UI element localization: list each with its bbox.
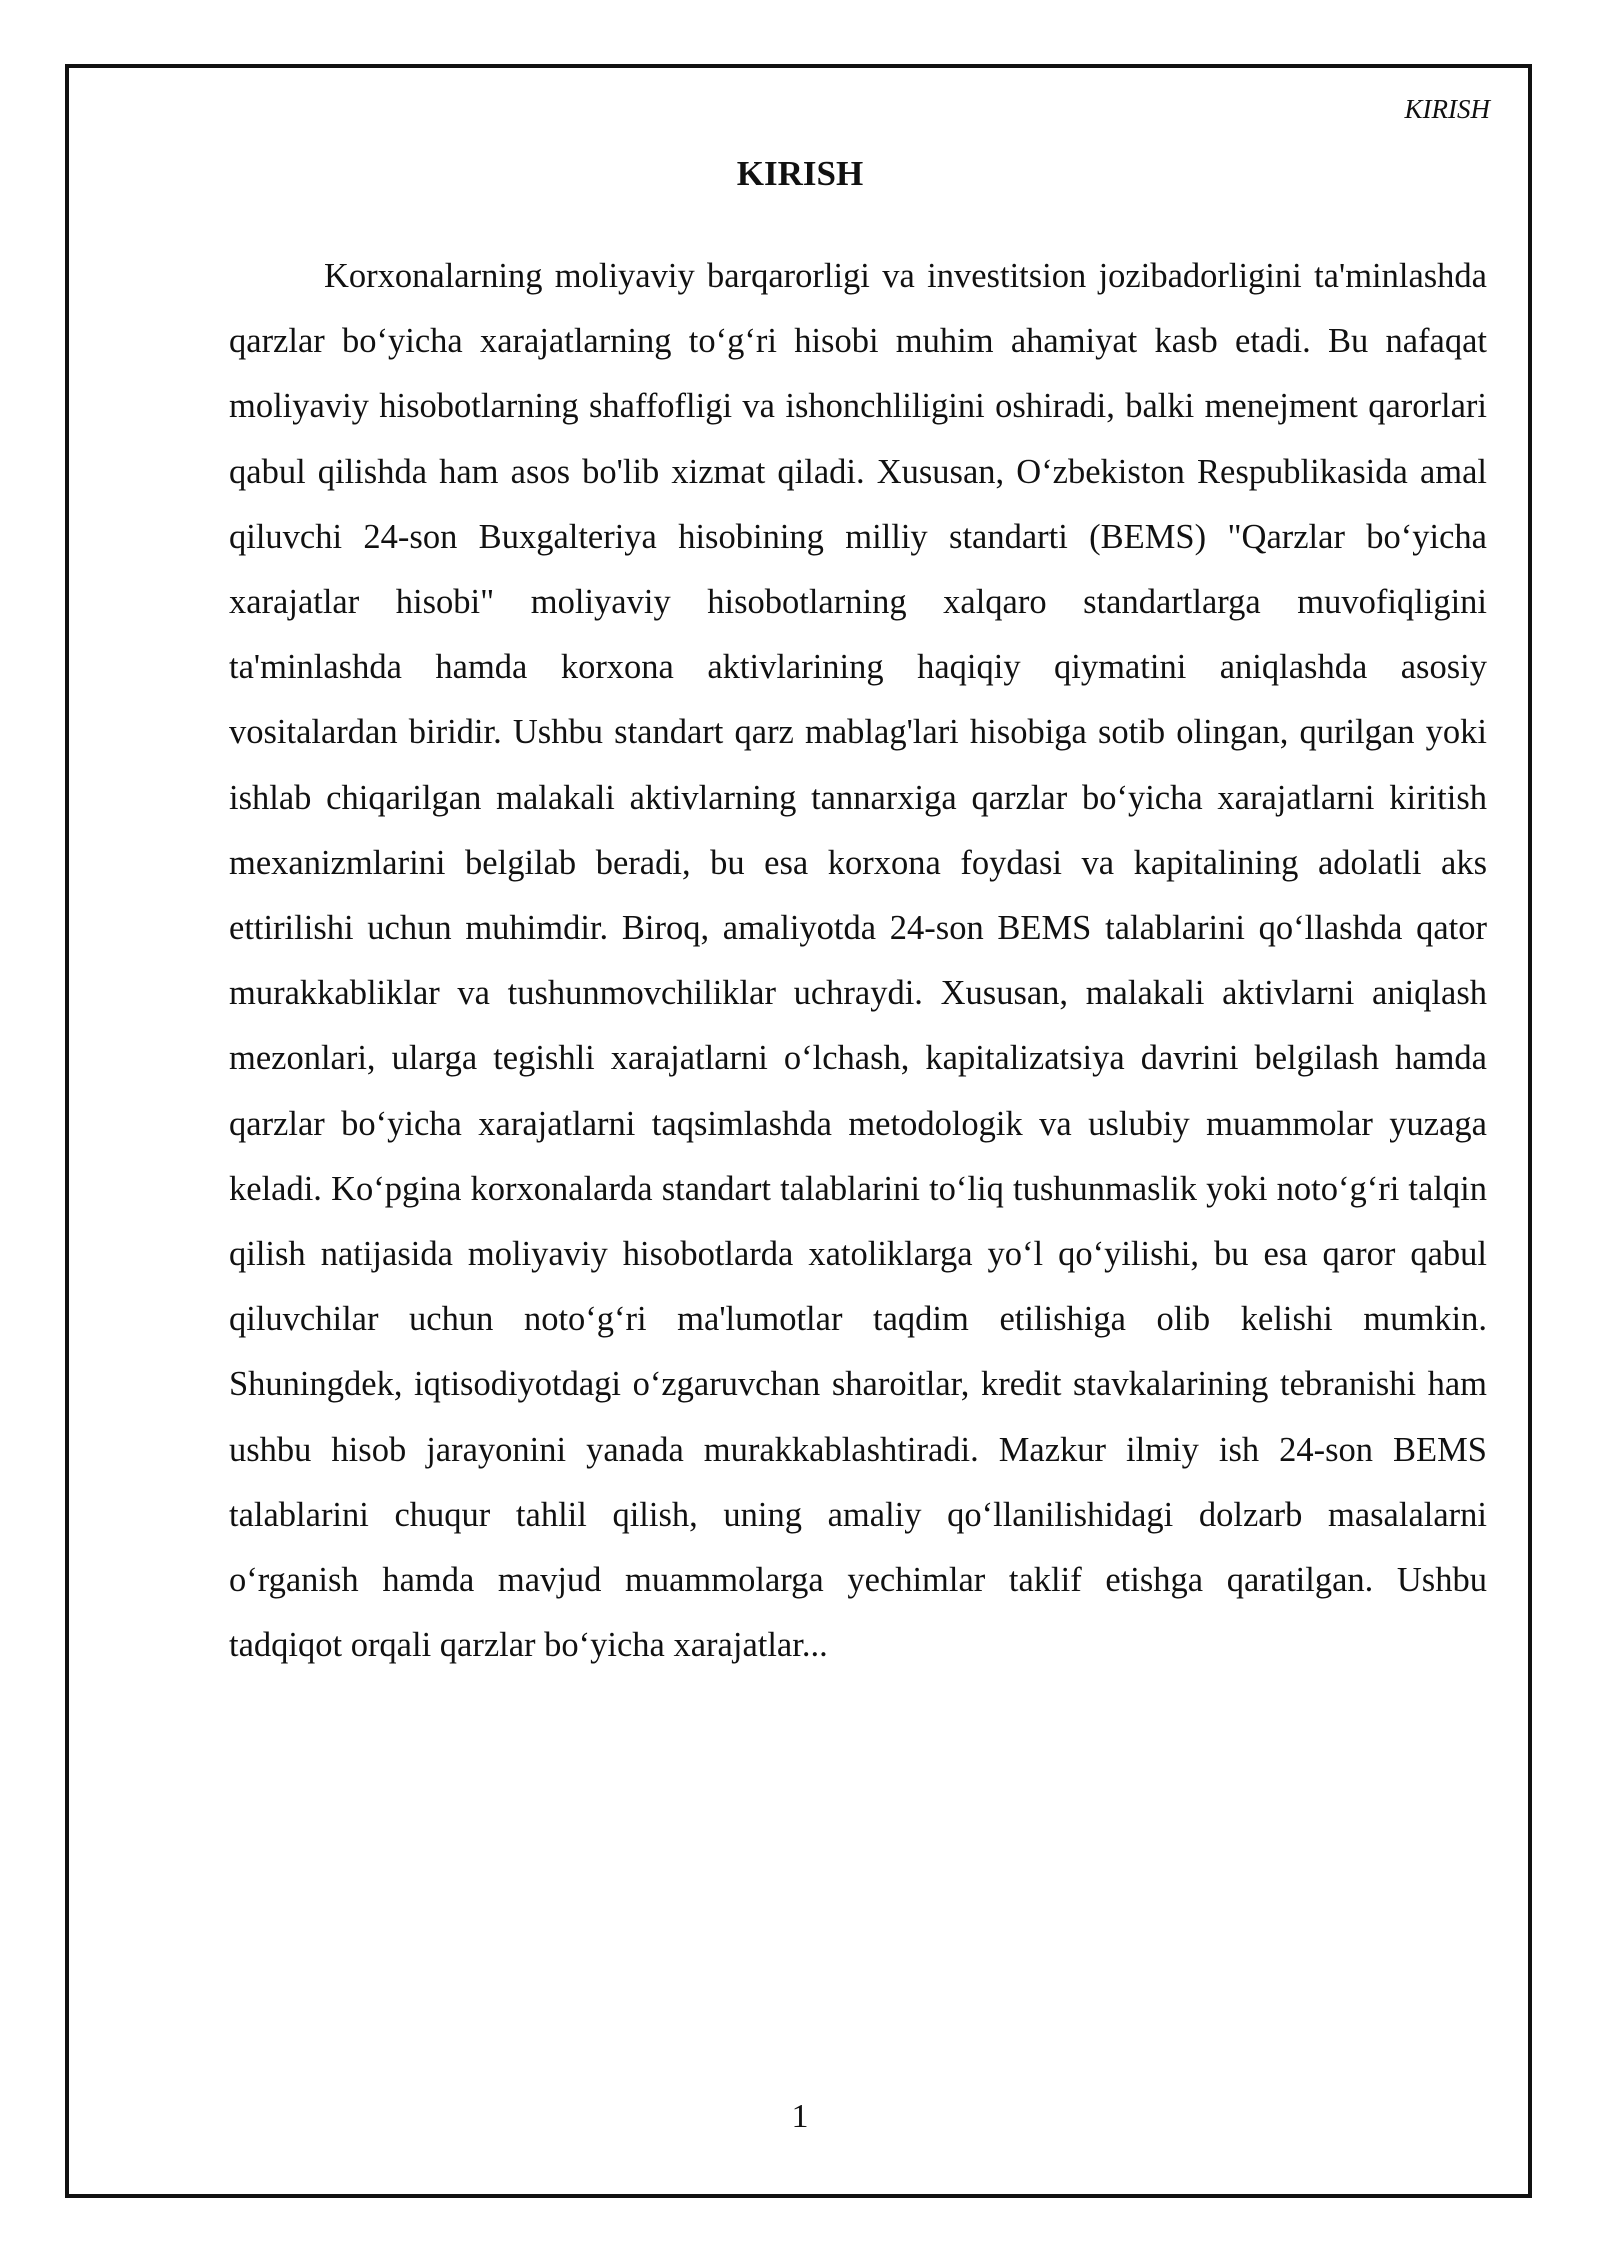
running-header: KIRISH <box>1404 94 1490 124</box>
body-paragraph: Korxonalarning moliyaviy barqarorligi va investitsion jozibadorligini ta'minlashda qarzlar bo‘yicha xarajatlarning to‘g‘ri hisobi muhim ahamiyat kasb etadi. Bu nafaqat moliyaviy hisobotlarning shaffofligi va ishonchliligini oshiradi, balki menejment qarorlari qabul qilishda ham asos bo'lib xizmat qiladi. Xususan, O‘zbekiston Respublikasida amal qiluvchi 24-son Buxgalteriya hisobining milliy standarti (BEMS) "Qarzlar bo‘yicha xarajatlar hisobi" moliyaviy hisobotlarning xalqaro standartlarga muvofiqligini ta'minlashda hamda korxona aktivlarining haqiqiy qiymatini aniqlashda asosiy vositalardan biridir. Ushbu standart qarz mablag'lari hisobiga sotib olingan, qurilgan yoki ishlab chiqarilgan malakali aktivlarning tannarxiga qarzlar bo‘yicha xarajatlarni kiritish mexanizmlarini belgilab beradi, bu esa korxona foydasi va kapitalining adolatli aks ettirilishi uchun muhimdir. Biroq, amaliyotda 24-son BEMS talablarini qo‘llashda qator murakkabliklar va tushunmovchiliklar uchraydi. Xususan, malakali aktivlarni aniqlash mezonlari, ularga tegishli xarajatlarni o‘lchash, kapitalizatsiya davrini belgilash hamda qarzlar bo‘yicha xarajatlarni taqsimlashda metodologik va uslubiy muammolar yuzaga keladi. Ko‘pgina korxonalarda standart talablarini to‘liq tushunmaslik yoki noto‘g‘ri talqin qilish natijasida moliyaviy hisobotlarda xatoliklarga yo‘l qo‘yilishi, bu esa qaror qabul qiluvchilar uchun noto‘g‘ri ma'lumotlar taqdim etilishiga olib kelishi mumkin. Shuningdek, iqtisodiyotdagi o‘zgaruvchan sharoitlar, kredit stavkalarining tebranishi ham ushbu hisob jarayonini yanada murakkablashtiradi. Mazkur ilmiy ish 24-son BEMS talablarini chuqur tahlil qilish, uning amaliy qo‘llanilishidagi dolzarb masalalarni o‘rganish hamda mavjud muammolarga yechimlar taklif etishga qaratilgan. Ushbu tadqiqot orqali qarzlar bo‘yicha xarajatlar... <box>229 257 1487 1665</box>
page-number: 1 <box>791 2098 809 2135</box>
section-title: KIRISH <box>736 154 864 193</box>
